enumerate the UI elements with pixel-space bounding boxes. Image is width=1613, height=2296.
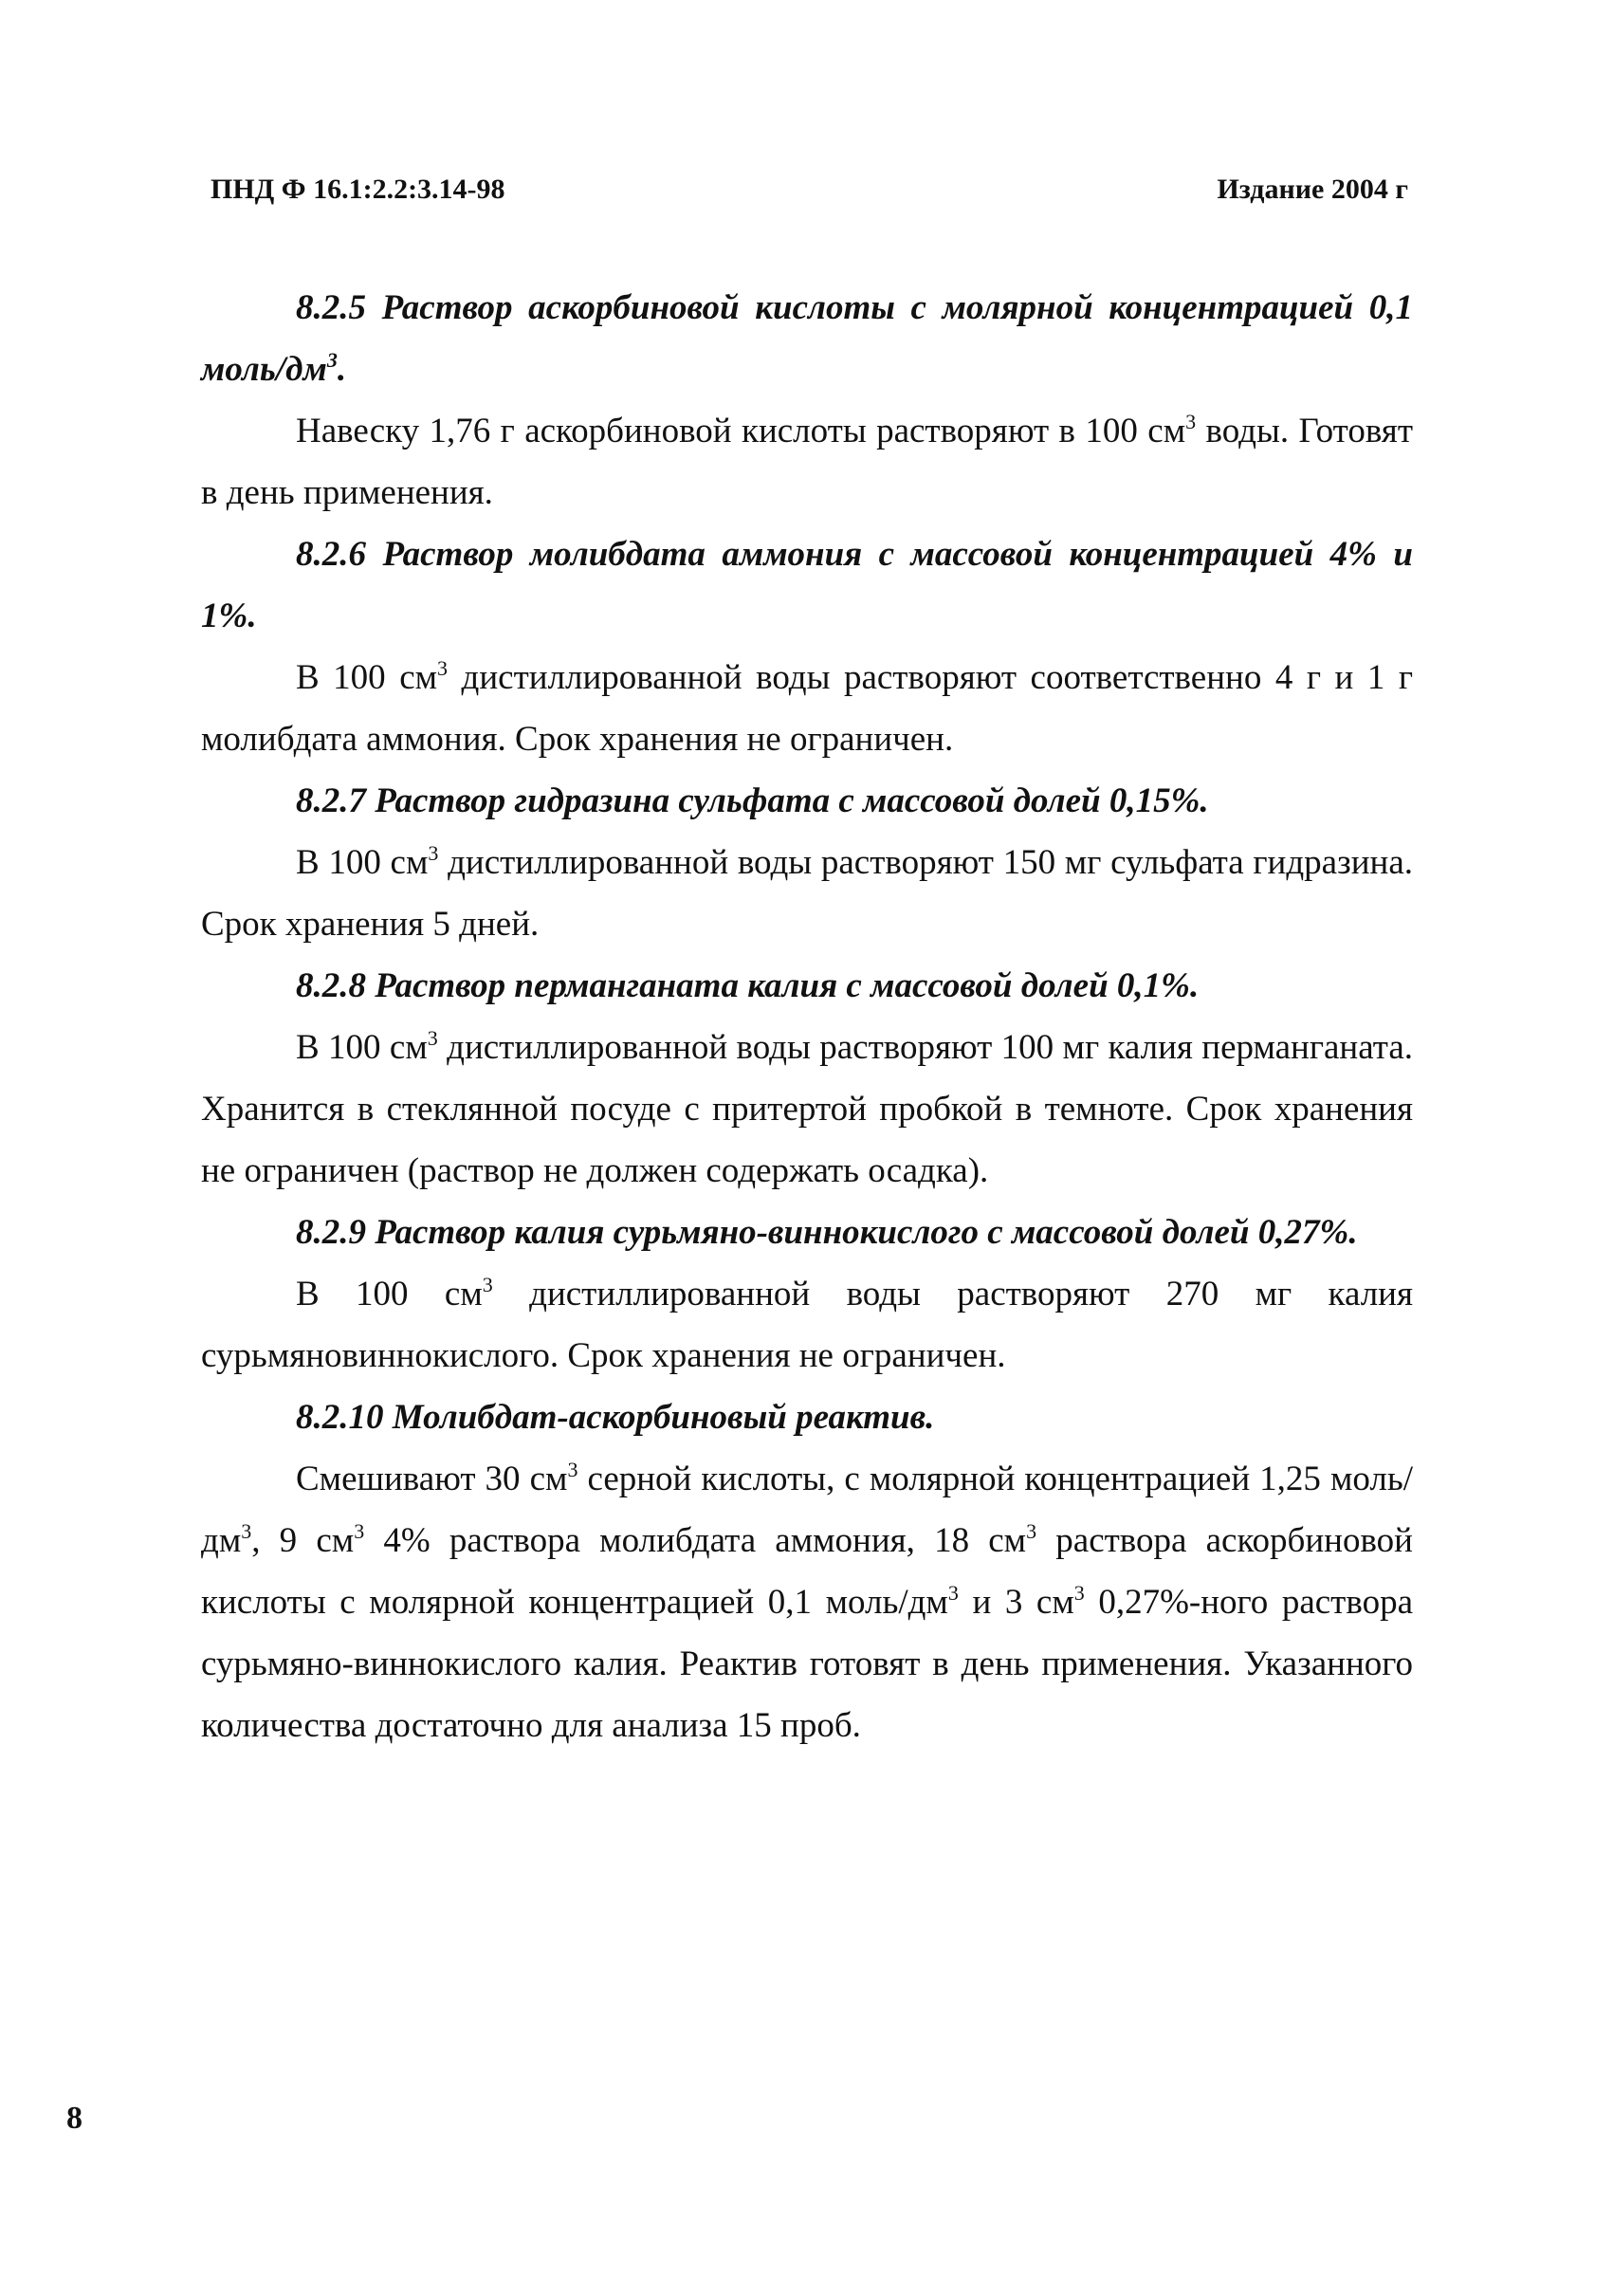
- section-title: 8.2.7 Раствор гидразина сульфата с массовой долей 0,15%.: [296, 781, 1209, 820]
- page-number: 8: [66, 2101, 82, 2136]
- page-header: [211, 174, 1408, 221]
- document-body: [201, 277, 1413, 1756]
- section-title: 8.2.9 Раствор калия сурьмяно-виннокислого с массовой долей 0,27%.: [296, 1213, 1358, 1252]
- section-title: 8.2.8 Раствор перманганата калия с массовой долей 0,1%.: [296, 966, 1200, 1005]
- section-paragraph: Смешивают 30 $см^3$ серной кислоты, с молярной концентрацией 1,25 моль/$дм^3$, 9 $см^3$ 4% раствора молибдата аммония, 18 $см^3$ раствора аскорбиновой кислоты с молярной концентрацией 0,1 моль/$дм^3$ и 3 $см^3$ 0,27%-ного раствора сурьмяно-виннокислого калия. Реактив готовят в день применения. Указанного количества достаточно для анализа 15 проб.: [201, 1458, 1414, 1745]
- section-title: 8.2.10 Молибдат-аскорбиновый реактив.: [296, 1398, 935, 1437]
- section-paragraph: В 100 $см^3$ дистиллированной воды растворяют 150 мг сульфата гидразина. Срок хранения 5 дней.: [201, 841, 1413, 944]
- section-paragraph: Навеску 1,76 г аскорбиновой кислоты растворяют в 100 $см^3$ воды. Готовят в день применения.: [201, 410, 1413, 512]
- document-id: ПНД Ф 16.1:2.2:3.14-98: [211, 174, 505, 205]
- section-paragraph: В 100 $см^3$ дистиллированной воды растворяют соответственно 4 г и 1 г молибдата аммония. Срок хранения не ограничен.: [201, 656, 1414, 759]
- section-title: 8.2.6 Раствор молибдата аммония с массовой концентрацией 4% и 1%.: [201, 535, 1413, 635]
- section-title: 8.2.5 Раствор аскорбиновой кислоты с молярной концентрацией 0,1 моль/$дм^3$.: [201, 288, 1413, 389]
- section-paragraph: В 100 $см^3$ дистиллированной воды растворяют 100 мг калия перманганата. Хранится в стеклянной посуде с притертой пробкой в темноте. Срок хранения не ограничен (раствор не должен содержать осадка).: [201, 1026, 1413, 1190]
- section-paragraph: В 100 $см^3$ дистиллированной воды растворяют 270 мг калия сурьмяновиннокислого. Срок хранения не ограничен.: [201, 1273, 1414, 1375]
- edition-label: Издание 2004 г: [1217, 174, 1408, 205]
